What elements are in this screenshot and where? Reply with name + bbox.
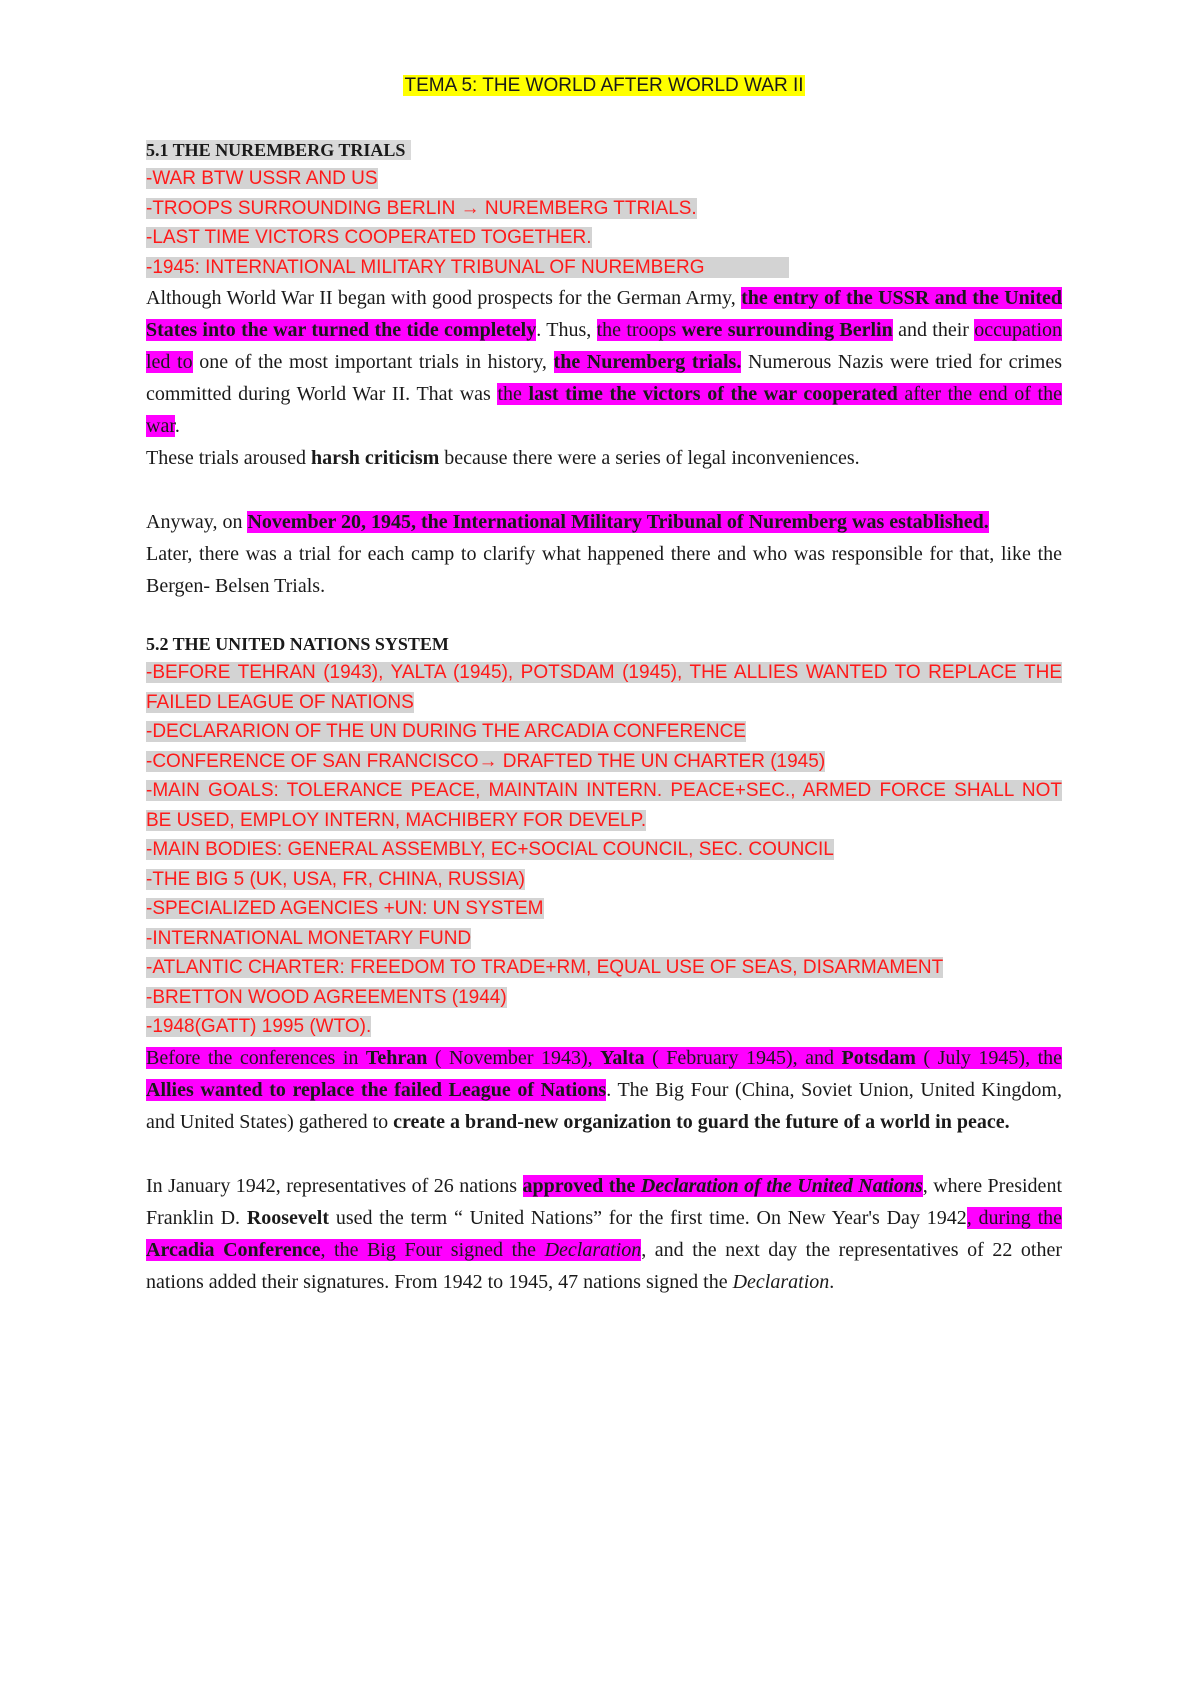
section-2-notes bbox=[146, 658, 1062, 1042]
note-line: -BRETTON WOOD AGREEMENTS (1944) bbox=[146, 986, 507, 1008]
note-line: -MAIN BODIES: GENERAL ASSEMBLY, EC+SOCIAL COUNCIL, SEC. COUNCIL bbox=[146, 839, 834, 860]
paragraph: Anyway, on November 20, 1945, the International Military Tribunal of Nuremberg was established. bbox=[146, 511, 989, 533]
note-line: -INTERNATIONAL MONETARY FUND bbox=[146, 927, 472, 949]
section-1-notes bbox=[146, 164, 1062, 282]
note-line: -LAST TIME VICTORS COOPERATED TOGETHER. bbox=[146, 227, 592, 248]
note-line: -BEFORE TEHRAN (1943), YALTA (1945), POTSDAM (1945), THE ALLIES WANTED TO REPLACE THE FAILED LEAGUE OF NATIONS bbox=[146, 662, 1062, 713]
note-line: -MAIN GOALS: TOLERANCE PEACE, MAINTAIN INTERN. PEACE+SEC., ARMED FORCE SHALL NOT BE USED, EMPLOY INTERN, MACHIBERY FOR DEVELP. bbox=[146, 780, 1062, 831]
paragraph: Later, there was a trial for each camp to clarify what happened there and who was responsible for that, like the Bergen- Belsen Trials. bbox=[146, 543, 1062, 597]
section-1-heading: 5.1 THE NUREMBERG TRIALS bbox=[146, 136, 1062, 164]
note-line: -DECLARARION OF THE UN DURING THE ARCADIA CONFERENCE bbox=[146, 721, 746, 742]
paragraph: These trials aroused harsh criticism because there were a series of legal inconveniences. bbox=[146, 447, 860, 469]
note-line: -THE BIG 5 (UK, USA, FR, CHINA, RUSSIA) bbox=[146, 868, 525, 890]
note-line: -SPECIALIZED AGENCIES +UN: UN SYSTEM bbox=[146, 898, 544, 919]
document-title: TEMA 5: THE WORLD AFTER WORLD WAR II bbox=[404, 75, 804, 96]
note-line: -ATLANTIC CHARTER: FREEDOM TO TRADE+RM, EQUAL USE OF SEAS, DISARMAMENT bbox=[146, 957, 944, 978]
note-line: -WAR BTW USSR AND US bbox=[146, 168, 378, 189]
note-line: -1948(GATT) 1995 (WTO). bbox=[146, 1016, 372, 1037]
paragraph: In January 1942, representatives of 26 nations approved the Declaration of the United Nations, where President Franklin D. Roosevelt used the term “ United Nations” for the first time. On New Year's Day 1942, during the Arcadia Conference, the Big Four signed the Declaration, and the next day the representatives of 22 other nations added their signatures. From 1942 to 1945, 47 nations signed the Declaration. bbox=[146, 1174, 1063, 1293]
paragraph: Before the conferences in Tehran ( November 1943), Yalta ( February 1945), and Potsdam ( July 1945), the Allies wanted to replace the failed League of Nations. The Big Four (China, Soviet Union, United Kingdom, and United States) gathered to create a brand-new organization to guard the future of a world in peace. bbox=[146, 1046, 1063, 1133]
note-line: -CONFERENCE OF SAN FRANCISCO→ DRAFTED THE UN CHARTER (1945) bbox=[146, 750, 826, 772]
paragraph: Although World War II began with good prospects for the German Army, the entry of the USSR and the United States into the war turned the tide completely. Thus, the troops were surrounding Berlin and their occupation led to one of the most important trials in history, the Nuremberg trials. Numerous Nazis were tried for crimes committed during World War II. That was the last time the victors of the war cooperated after the end of the war. bbox=[146, 287, 1063, 437]
note-line: -TROOPS SURROUNDING BERLIN → NUREMBERG TTRIALS. bbox=[146, 197, 697, 219]
note-line: -1945: INTERNATIONAL MILITARY TRIBUNAL OF NUREMBERG bbox=[146, 253, 1062, 283]
section-2-heading: 5.2 THE UNITED NATIONS SYSTEM bbox=[146, 634, 449, 654]
